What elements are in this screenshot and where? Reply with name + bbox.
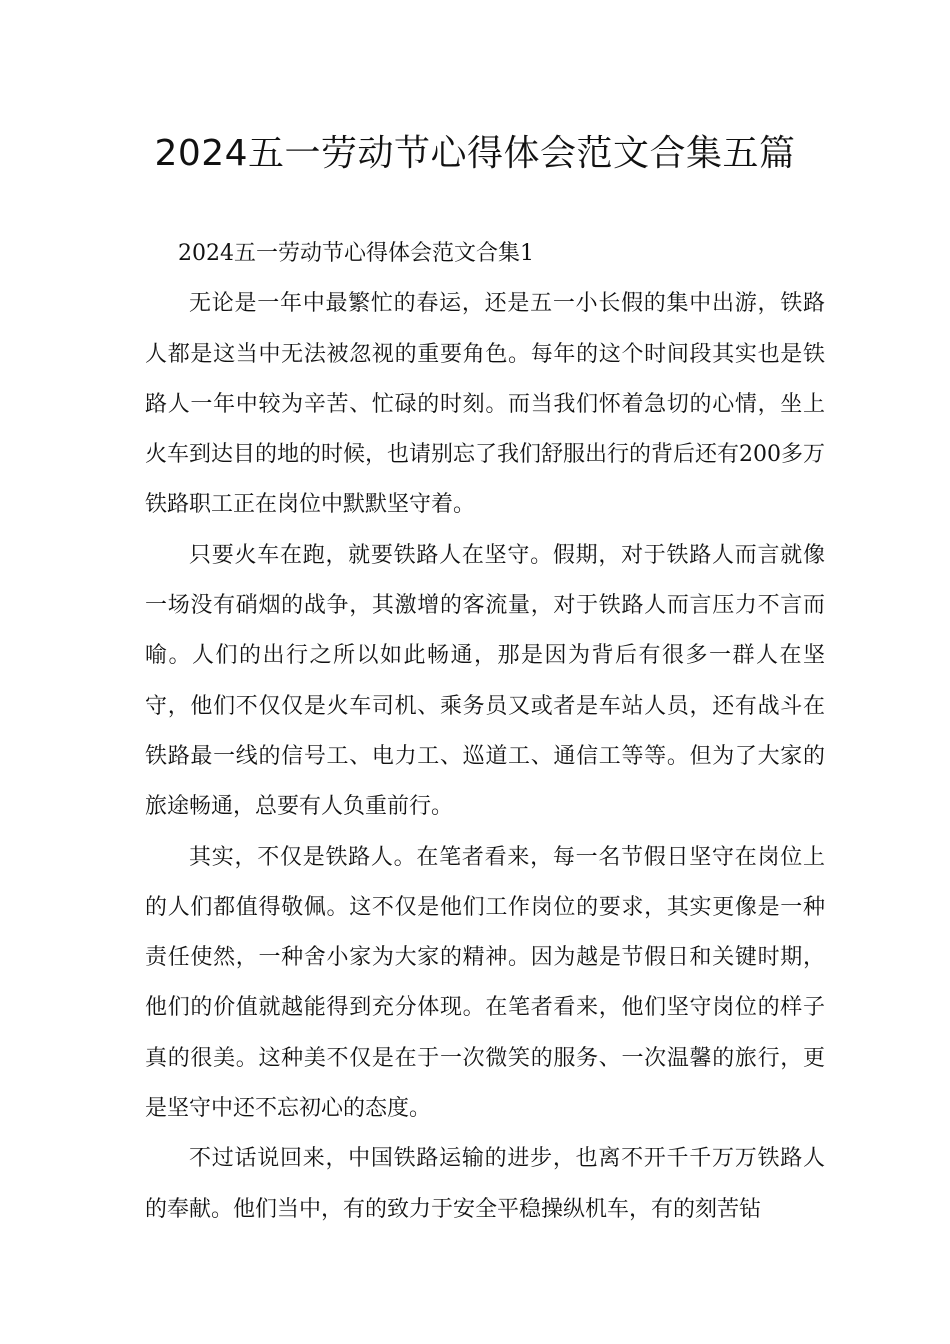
paragraph: 其实，不仅是铁路人。在笔者看来，每一名节假日坚守在岗位上的人们都值得敬佩。这不仅是他们工作岗位的要求，其实更像是一种责任使然，一种舍小家为大家的精神。因为越是节假日和关键时期，他们的价值就越能得到充分体现。在笔者看来，他们坚守岗位的样子真的很美。这种美不仅是在于一次微笑的服务、一次温馨的旅行，更是坚守中还不忘初心的态度。 [145,844,825,1122]
document-body [145,229,825,1235]
document-title: 2024五一劳动节心得体会范文合集五篇 [154,133,796,174]
paragraph: 无论是一年中最繁忙的春运，还是五一小长假的集中出游，铁路人都是这当中无法被忽视的重要角色。每年的这个时间段其实也是铁路人一年中较为辛苦、忙碌的时刻。而当我们怀着急切的心情，坐上火车到达目的地的时候，也请别忘了我们舒服出行的背后还有200多万铁路职工正在岗位中默默坚守着。 [145,291,825,518]
section-heading: 2024五一劳动节心得体会范文合集1 [178,241,534,266]
paragraph: 不过话说回来，中国铁路运输的进步，也离不开千千万万铁路人的奉献。他们当中，有的致力于安全平稳操纵机车，有的刻苦钻 [145,1146,825,1222]
paragraph: 只要火车在跑，就要铁路人在坚守。假期，对于铁路人而言就像一场没有硝烟的战争，其激增的客流量，对于铁路人而言压力不言而喻。人们的出行之所以如此畅通，那是因为背后有很多一群人在坚守，他们不仅仅是火车司机、乘务员又或者是车站人员，还有战斗在铁路最一线的信号工、电力工、巡道工、通信工等等。但为了大家的旅途畅通，总要有人负重前行。 [145,542,825,820]
